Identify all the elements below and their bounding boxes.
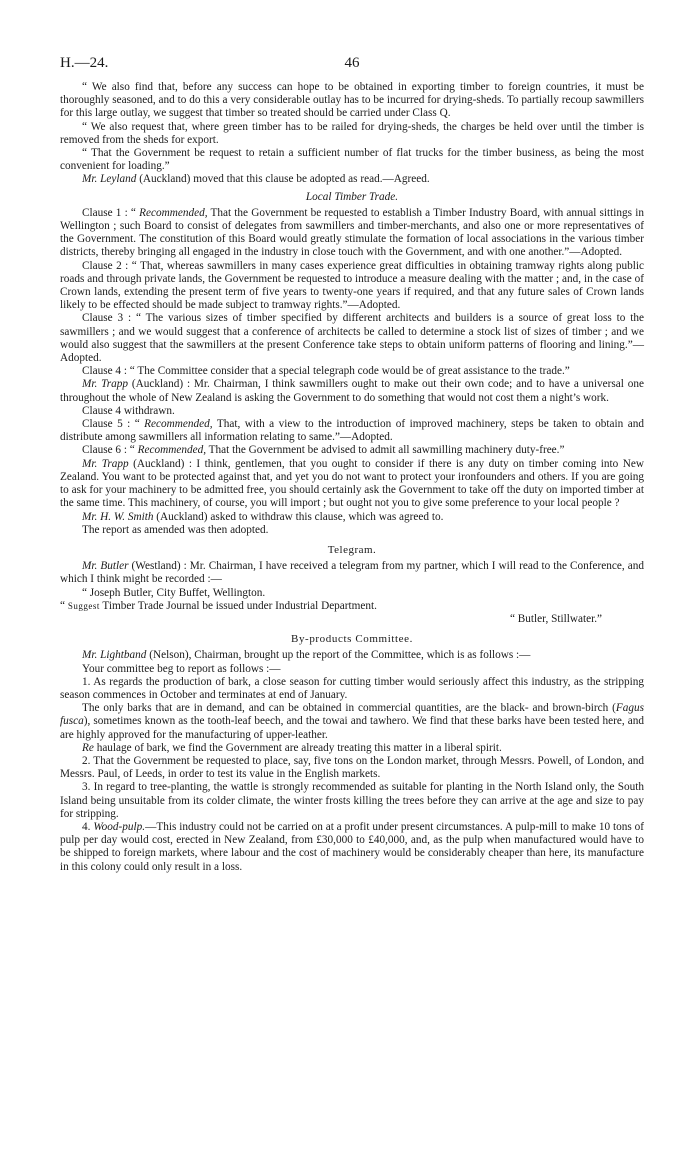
paragraph: Mr. Leyland (Auckland) moved that this clause be adopted as read.—Agreed. — [82, 173, 430, 186]
telegram-address: “ Joseph Butler, City Buffet, Wellington. — [82, 586, 266, 599]
page-number: 46 — [344, 55, 360, 71]
paragraph: Re haulage of bark, we find the Government are already treating this matter in a liberal spirit. — [82, 741, 502, 754]
section-heading-byproducts: By-products Committee. — [291, 633, 413, 646]
committee-intro: Your committee beg to report as follows :— — [82, 662, 281, 675]
paragraph: “ We also find that, before any success can hope to be obtained in exporting timber to foreign countries, it must be thoroughly seasoned, and to do this a very considerable outlay has to be incurred for drying-sheds. To partially recoup sawmillers for this large outlay, we suggest that timber so treated should be carried under Class Q. — [60, 81, 644, 120]
report-item-3: 3. In regard to tree-planting, the wattle is strongly recommended as suitable for planting in the North Island only, the South Island being unsuitable from its colder climate, the winter frosts killing the trees before they can arrive at the age and size to pay for stripping. — [60, 781, 644, 820]
paragraph: Mr. Butler (Westland) : Mr. Chairman, I have received a telegram from my partner, which I will read to the Conference, and which I think might be recorded :— — [60, 560, 644, 586]
running-head — [60, 55, 644, 79]
clause-5: Clause 5 : “ Recommended, That, with a view to the introduction of improved machinery, steps be taken to obtain and distribute among sawmillers all information relating to same.”—Adopted. — [60, 418, 644, 444]
paragraph: The only barks that are in demand, and can be obtained in commercial quantities, are the black- and brown-birch (Fagus fusca), sometimes known as the tooth-leaf beech, and the towai and tawhero. We find that these barks have been tested here, and are highly approved for the manufacturing of upper-leather. — [60, 702, 644, 741]
clause-4-withdrawn: Clause 4 withdrawn. — [82, 404, 175, 417]
clause-6: Clause 6 : “ Recommended, That the Government be advised to admit all sawmilling machinery duty-free.” — [82, 444, 565, 457]
report-item-2: 2. That the Government be requested to place, say, five tons on the London market, through Messrs. Powell, of London, and Messrs. Paul, of Leeds, in order to test its value in the English markets. — [60, 754, 644, 781]
clause-3: Clause 3 : “ The various sizes of timber specified by different architects and builders is a source of great loss to the sawmillers ; and we would suggest that a conference of architects be called to determine a stock list of sizes of timber ; and we would also suggest that the sawmillers at the present Conference take steps to obtain uniform patterns of flooring and lining.”—Adopted. — [60, 312, 644, 365]
speaker-name: Mr. H. W. Smith — [82, 510, 154, 523]
document-body — [60, 81, 644, 874]
speaker-name: Mr. Leyland — [82, 173, 137, 186]
paragraph: Mr. Trapp (Auckland) : Mr. Chairman, I think sawmillers ought to make out their own code; and to have a universal one throughout the whole of New Zealand is asking the Government to do something that would not cost them a night’s work. — [60, 378, 644, 404]
speaker-name: Mr. Butler — [82, 560, 129, 573]
telegram-signature: “ Butler, Stillwater.” — [509, 612, 602, 625]
report-item-4: 4. Wood-pulp.—This industry could not be carried on at a profit under present circumstances. A pulp-mill to make 10 tons of pulp per day would cost, erected in New Zealand, from £30,000 to £40,000, and, as the pulp when manufactured would have to be shipped to foreign markets, where labour and the cost of machinery would be considerably cheaper than here, its manufacture in this colony could only result in a loss. — [60, 820, 645, 873]
telegram-body: “ Suggest Timber Trade Journal be issued under Industrial Department. — [60, 599, 377, 612]
paragraph: The report as amended was then adopted. — [82, 523, 269, 536]
section-heading-telegram: Telegram. — [327, 543, 377, 556]
report-reference: H.—24. — [60, 55, 109, 71]
report-item-1: 1. As regards the production of bark, a close season for cutting timber would seriously affect this industry, as the stripping season commences in October and terminates at end of January. — [60, 675, 644, 701]
clause-1: Clause 1 : “ Recommended, That the Government be requested to establish a Timber Industry Board, with annual sittings in Wellington ; such Board to consist of delegates from sawmillers and timber-merchants, and also one or more representatives of the Government. The constitution of this Board would greatly stimulate the formation of local associations in the various timber districts, thereby bringing all engaged in the industry in close touch with the Government, and with one another.”—Adopted. — [60, 206, 644, 259]
speaker-name: Mr. Trapp — [82, 457, 129, 470]
paragraph: “ We also request that, where green timber has to be railed for drying-sheds, the charges be held over until the timber is removed from the sheds for export. — [60, 120, 644, 146]
paragraph: Mr. Trapp (Auckland) : I think, gentlemen, that you ought to consider if there is any duty on timber coming into New Zealand. You want to be protected against that, and yet you do not want to protect your ironfounders and others. If you are going to ask for your machinery to be admitted free, you should certainly ask the Government to take off the duty on imported timber at the same time. This machinery, of course, you will import ; but ought not you to give some preference to your local people ? — [60, 457, 644, 510]
clause-4: Clause 4 : “ The Committee consider that a special telegraph code would be of great assistance to the trade.” — [82, 365, 570, 378]
paragraph: “ That the Government be request to retain a sufficient number of flat trucks for the timber business, as being the most convenient for loading.” — [60, 147, 644, 173]
speaker-name: Mr. Lightband — [82, 649, 147, 662]
paragraph: Mr. Lightband (Nelson), Chairman, brought up the report of the Committee, which is as follows :— — [82, 649, 531, 662]
section-heading-local-timber: Local Timber Trade. — [305, 190, 399, 203]
clause-2: Clause 2 : “ That, whereas sawmillers in many cases experience great difficulties in obtaining tramway rights along public roads and through private lands, the Government be requested to introduce a measure dealing with the matter ; and, in the case of Crown lands, extending the present term of five years to twenty-one years if required, and that any future sales of Crown lands likely to be effected should be made subject to tramway rights.”—Adopted. — [60, 259, 644, 312]
speaker-name: Mr. Trapp — [82, 378, 129, 391]
document-page — [60, 55, 644, 874]
paragraph: Mr. H. W. Smith (Auckland) asked to withdraw this clause, which was agreed to. — [82, 510, 444, 523]
